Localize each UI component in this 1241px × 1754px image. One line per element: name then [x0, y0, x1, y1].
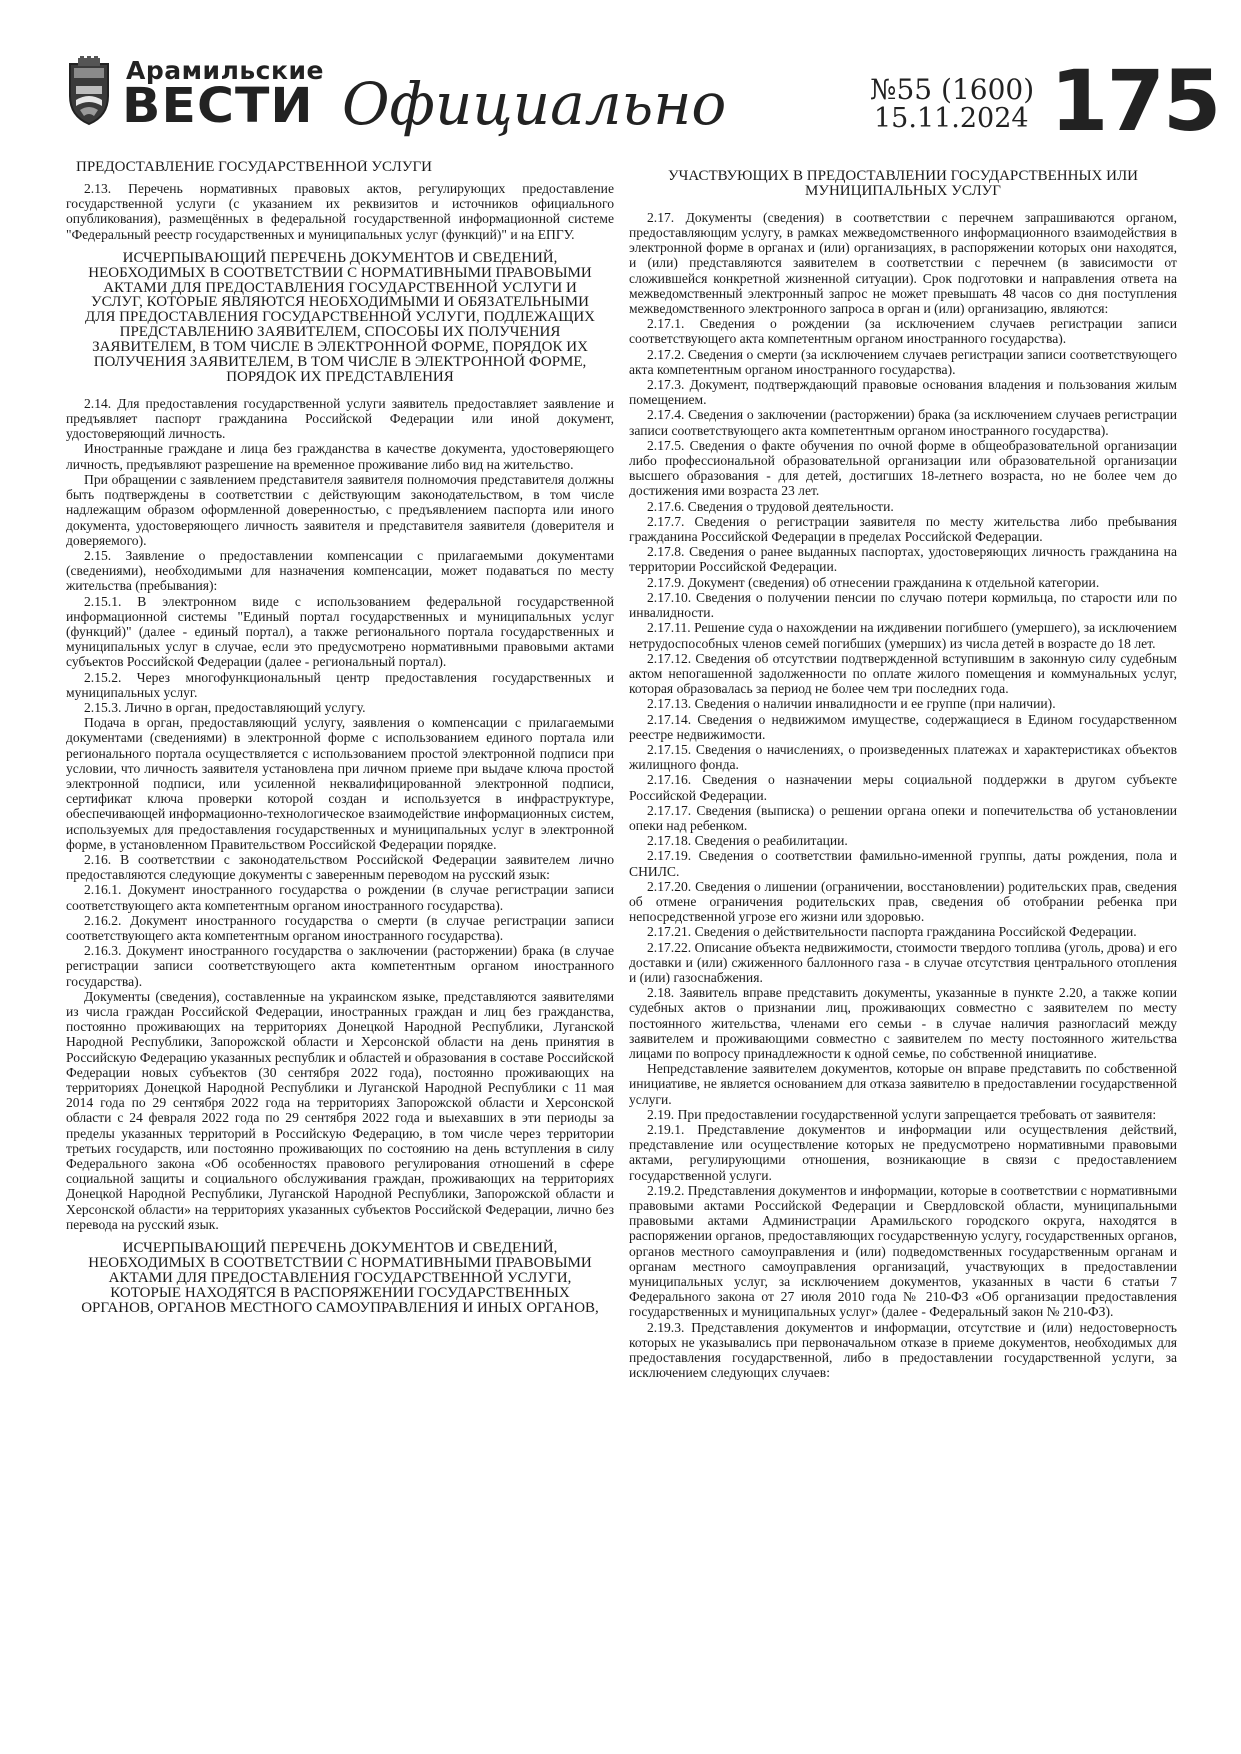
paragraph: 2.17.15. Сведения о начислениях, о произведенных платежах и характеристиках объектов жилищного фонда. — [629, 741, 1177, 773]
paragraph: 2.19.1. Представление документов и информации или осуществления действий, представление или осуществление которых не предусмотрено нормативными правовыми актами, регулирующими отношения, возникающие в связи с предоставлением государственной услуги. — [629, 1122, 1177, 1183]
paragraph: Подача в орган, предоставляющий услугу, заявления о компенсации с прилагаемыми документами (сведениями) в электронной форме с использованием единого портала или регионального портала осуществляется с использованием простой электронной подписи при условии, что личность заявителя установлена при личном приеме при выдаче ключа простой электронной подписи, или усиленной неквалифицированной электронной подписи, сертификат ключа проверки которой создан и используется в инфраструктуре, обеспечивающей информационно-технологическое взаимодействие информационных систем, используемых для предоставления государственных и муниципальных услуг в электронной форме, в установленном Правительством Российской Федерации порядке. — [66, 715, 614, 852]
paragraph: 2.17. Документы (сведения) в соответствии с перечнем запрашиваются органом, предоставляющим услугу, в рамках межведомственного информационного взаимодействия в электронной форме в органах и (или) организациях, в распоряжении которых они находятся, и (или) представляются заявителем в соответствии с перечнем (в зависимости от сложившейся конкретной жизненной ситуации). Срок подготовки и направления ответа на межведомственный электронный запрос не может превышать 48 часов со дня поступления межведомственного электронного запроса в орган и (или) организацию, являются: — [629, 209, 1177, 317]
left-column — [66, 160, 614, 1740]
masthead — [0, 0, 1241, 150]
paragraph: 2.17.12. Сведения об отсутствии подтвержденной вступившим в законную силу судебным актом непогашенной задолженности по оплате жилого помещения и коммунальных услуг, которая образовалась за период не более чем три последних года. — [629, 650, 1177, 697]
paragraph: 2.19.2. Представления документов и информации, которые в соответствии с нормативными правовыми актами Российской Федерации и Свердловской области, муниципальными правовыми актами Администрации Арамильского городского округа, находятся в распоряжении органов, предоставляющих государственную услугу, государственных органов, органов местного самоуправления и (или) подведомственных государственным органам и органам местного самоуправления организаций, участвующих в предоставлении муниципальных услуг, за исключением документов, указанных в части 6 статьи 7 Федерального закона от 27 июля 2010 года № 210-ФЗ «Об организации предоставления государственных и муниципальных услуг» (далее - Федеральный закон № 210-ФЗ). — [629, 1182, 1177, 1320]
paragraph: 2.14. Для предоставления государственной услуги заявитель предоставляет заявление и предъявляет паспорт гражданина Российской Федерации или иной документ, удостоверяющий личность. — [66, 395, 614, 442]
paragraph: 2.16. В соответствии с законодательством Российской Федерации заявителем лично предоставляются следующие документы с заверенным переводом на русский язык: — [66, 851, 614, 883]
paragraph: 2.16.3. Документ иностранного государства о заключении (расторжении) брака (в случае регистрации записи соответствующего акта компетентным органом иностранного государства). — [66, 943, 614, 989]
section-heading: УЧАСТВУЮЩИХ В ПРЕДОСТАВЛЕНИИ ГОСУДАРСТВЕННЫХ ИЛИ МУНИЦИПАЛЬНЫХ УСЛУГ — [668, 168, 1138, 199]
paragraph: 2.17.6. Сведения о трудовой деятельности. — [647, 498, 894, 514]
paragraph: 2.19. При предоставлении государственной услуги запрещается требовать от заявителя: — [647, 1106, 1157, 1122]
logo-top-text: Арамильские — [126, 56, 324, 85]
paragraph: 2.17.19. Сведения о соответствии фамильно-именной группы, даты рождения, пола и СНИЛС. — [629, 848, 1177, 879]
paragraph: Иностранные граждане и лица без гражданства в качестве документа, удостоверяющего личность, предъявляют разрешение на временное проживание либо вид на жительство. — [66, 441, 614, 472]
paragraph: 2.15.2. Через многофункциональный центр предоставления государственных и муниципальных услуг. — [66, 669, 614, 700]
paragraph: 2.17.20. Сведения о лишении (ограничении, восстановлении) родительских прав, сведения об отмене ограничения родительских прав, сведения об отобрании ребенка при непосредственной угрозе его жизни или здоровью. — [629, 878, 1177, 925]
paragraph: 2.16.2. Документ иностранного государства о смерти (в случае регистрации записи соответствующего акта компетентным органом иностранного государства). — [66, 912, 614, 943]
paragraph: 2.15.1. В электронном виде с использованием федеральной государственной информационной системы "Единый портал государственных и муниципальных услуг (функций)" (далее - единый портал), а также регионального портала государственных и муниципальных услуг в случае, если это предусмотрено нормативными правовыми актами субъектов Российской Федерации (далее - региональный портал). — [66, 593, 614, 670]
paragraph: 2.17.7. Сведения о регистрации заявителя по месту жительства либо пребывания гражданина Российской Федерации в пределах Российской Федерации. — [629, 513, 1177, 545]
paragraph: 2.17.21. Сведения о действительности паспорта гражданина Российской Федерации. — [647, 924, 1137, 940]
paragraph: 2.17.3. Документ, подтверждающий правовые основания владения и пользования жилым помещением. — [629, 377, 1177, 408]
paragraph: 2.17.22. Описание объекта недвижимости, стоимости твердого топлива (уголь, дрова) и его доставки и (или) сжиженного баллонного газа - в случае отсутствия центрального отопления и (или) газоснабжения. — [629, 939, 1177, 985]
right-column — [629, 160, 1177, 1740]
paragraph: Документы (сведения), составленные на украинском языке, представляются заявителями из числа граждан Российской Федерации, иностранных граждан и лиц без гражданства, постоянно проживающих на территориях Донецкой Народной Республики, Луганской Народной Республики, Запорожской области и Херсонской области на день принятия в Российскую Федерацию указанных республик и областей и образования в составе Российской Федерации новых субъектов (30 сентября 2022 года), постоянно проживающих на территориях Донецкой Народной Республики и Луганской Народной Республики с 11 мая 2014 года по 29 сентября 2022 года на территориях Запорожской области и Херсонской области с 24 февраля 2022 года по 29 сентября 2022 года и выехавших в эти периоды за пределы указанных территорий в Российскую Федерацию, в том числе через территории третьих государств, или постоянно проживающих по состоянию на день вступления в силу Федерального закона «Об особенностях правового регулирования отношений в сфере социальной защиты и социального обслуживания граждан, проживающих на территориях Донецкой Народной Республики, Луганской Народной Республики, Запорожской области и Херсонской области» на территориях указанных субъектов Российской Федерации, лично без перевода на русский язык. — [66, 988, 614, 1232]
paragraph: 2.17.13. Сведения о наличии инвалидности и ее группе (при наличии). — [647, 696, 1056, 712]
page-number: 175 — [1050, 52, 1220, 150]
paragraph: 2.13. Перечень нормативных правовых актов, регулирующих предоставление государственной услуги (с указанием их реквизитов и источников официального опубликования), размещённых в федеральной государственной информационной системе "Федеральный реестр государственных и муниципальных услуг (функций)" и на ЕПГУ. — [66, 180, 614, 242]
paragraph: 2.17.11. Решение суда о нахождении на иждивении погибшего (умершего), за исключением нетрудоспособных членов семей погибших (умерших) из числа детей в возрасте до 18 лет. — [629, 620, 1177, 651]
issue-number: №55 (1600) — [870, 73, 1035, 106]
paragraph: 2.15. Заявление о предоставлении компенсации с прилагаемыми документами (сведениями), необходимыми для назначения компенсации, может подаваться по месту жительства (пребывания): — [66, 547, 614, 594]
paragraph: 2.16.1. Документ иностранного государства о рождении (в случае регистрации записи соответствующего акта компетентным органом иностранного государства). — [66, 882, 614, 913]
paragraph: 2.17.1. Сведения о рождении (за исключением случаев регистрации записи соответствующего акта компетентным органом иностранного государства). — [629, 316, 1177, 347]
paragraph: 2.17.10. Сведения о получении пенсии по случаю потери кормильца, по старости или по инвалидности. — [629, 589, 1177, 621]
paragraph: 2.17.18. Сведения о реабилитации. — [647, 833, 848, 849]
paragraph: 2.17.2. Сведения о смерти (за исключением случаев регистрации записи соответствующего акта компетентным органом иностранного государства). — [629, 346, 1177, 377]
paragraph: 2.17.5. Сведения о факте обучения по очной форме в общеобразовательной организации либо профессиональной образовательной организации или образовательной организации высшего образования - для детей, достигших 18-летнего возраста, но не более чем до достижения ими возраста 23 лет. — [629, 437, 1177, 499]
paragraph: 2.15.3. Лично в орган, предоставляющий услугу. — [84, 699, 366, 715]
city-emblem-icon — [66, 56, 112, 126]
section-heading: ПРЕДОСТАВЛЕНИЕ ГОСУДАРСТВЕННОЙ УСЛУГИ — [76, 160, 432, 175]
paragraph: 2.17.8. Сведения о ранее выданных паспортах, удостоверяющих личность гражданина на территории Российской Федерации. — [629, 544, 1177, 575]
section-heading: ИСЧЕРПЫВАЮЩИЙ ПЕРЕЧЕНЬ ДОКУМЕНТОВ И СВЕДЕНИЙ, НЕОБХОДИМЫХ В СООТВЕТСТВИИ С НОРМАТИВНЫМИ ПРАВОВЫМИ АКТАМИ ДЛЯ ПРЕДОСТАВЛЕНИЯ ГОСУДАРСТВЕННОЙ УСЛУГИ И УСЛУГ, КОТОРЫЕ ЯВЛЯЮТСЯ НЕОБХОДИМЫМИ И ОБЯЗАТЕЛЬНЫМИ ДЛЯ ПРЕДОСТАВЛЕНИЯ ГОСУДАРСТВЕННОЙ УСЛУГИ, ПОДЛЕЖАЩИХ ПРЕДСТАВЛЕНИЮ ЗАЯВИТЕЛЕМ, СПОСОБЫ ИХ ПОЛУЧЕНИЯ ЗАЯВИТЕЛЕМ, В ТОМ ЧИСЛЕ В ЭЛЕКТРОННОЙ ФОРМЕ, ПОРЯДОК ИХ ПОЛУЧЕНИЯ ЗАЯВИТЕЛЕМ, В ТОМ ЧИСЛЕ В ЭЛЕКТРОННОЙ ФОРМЕ, ПОРЯДОК ИХ ПРЕДСТАВЛЕНИЯ — [84, 249, 596, 385]
issue-date: 15.11.2024 — [874, 103, 1029, 134]
paragraph: 2.17.4. Сведения о заключении (расторжении) брака (за исключением случаев регистрации записи соответствующего акта компетентным органом иностранного государства). — [629, 407, 1177, 438]
paragraph: При обращении с заявлением представителя заявителя полномочия представителя должны быть подтверждены в соответствии с действующим законодательством, в том числе надлежащим образом оформленной доверенностью, с предъявлением паспорта или иного документа, удостоверяющего личность заявителя и представителя заявителя (доверителя и доверяемого). — [66, 471, 614, 548]
paragraph: 2.17.17. Сведения (выписка) о решении органа опеки и попечительства об установлении опеки над ребенком. — [629, 802, 1177, 833]
logo-main-text: ВЕСТИ — [122, 78, 314, 134]
paragraph: 2.19.3. Представления документов и информации, отсутствие и (или) недостоверность которых не указывались при первоначальном отказе в приеме документов, необходимых для предоставления государственной, либо в предоставлении государственной услуги, за исключением следующих случаев: — [629, 1319, 1177, 1381]
paragraph: 2.18. Заявитель вправе представить документы, указанные в пункте 2.20, а также копии судебных актов о признании лиц, проживающих совместно с заявителем по месту постоянного жительства, членами его семьи - в случае наличия разногласий между заявителем и проживающими совместно с заявителем по месту постоянного жительства лицами по вопросу принадлежности к одной семье, по собственной инициативе. — [629, 985, 1177, 1061]
section-title: Официально — [342, 70, 727, 138]
paragraph: Непредставление заявителем документов, которые он вправе представить по собственной инициативе, не является основанием для отказа заявителю в предоставлении государственной услуги. — [629, 1061, 1177, 1107]
section-heading: ИСЧЕРПЫВАЮЩИЙ ПЕРЕЧЕНЬ ДОКУМЕНТОВ И СВЕДЕНИЙ, НЕОБХОДИМЫХ В СООТВЕТСТВИИ С НОРМАТИВНЫМИ ПРАВОВЫМИ АКТАМИ ДЛЯ ПРЕДОСТАВЛЕНИЯ ГОСУДАРСТВЕННОЙ УСЛУГИ, КОТОРЫЕ НАХОДЯТСЯ В РАСПОРЯЖЕНИИ ГОСУДАРСТВЕННЫХ ОРГАНОВ, ОРГАНОВ МЕСТНОГО САМОУПРАВЛЕНИЯ И ИНЫХ ОРГАНОВ, — [81, 1240, 599, 1316]
paragraph: 2.17.9. Документ (сведения) об отнесении гражданина к отдельной категории. — [647, 574, 1100, 590]
paragraph: 2.17.14. Сведения о недвижимом имуществе, содержащиеся в Едином государственном реестре недвижимости. — [629, 711, 1177, 742]
paragraph: 2.17.16. Сведения о назначении меры социальной поддержки в другом субъекте Российской Федерации. — [629, 772, 1177, 803]
